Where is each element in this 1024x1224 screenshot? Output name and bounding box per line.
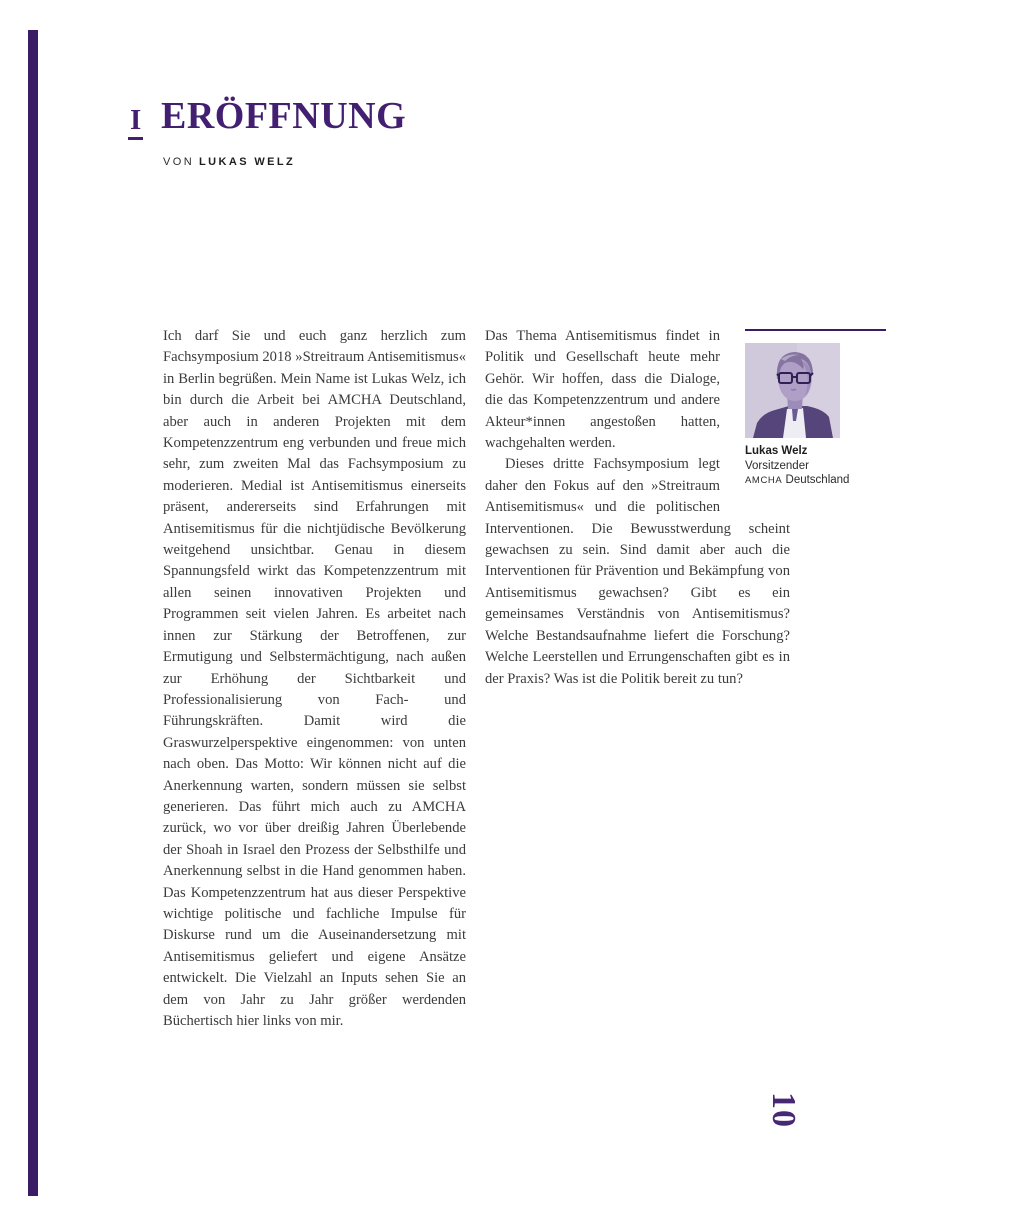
page-title: ERÖFFNUNG: [161, 95, 407, 137]
body-paragraph: Dieses dritte Fachsymposium legt daher den Fokus auf den »Streitraum Antisemitismus« und die politischen Interventionen. Die Bewusstwerdung scheint gewachsen zu sein. Sind damit aber auch die Interventionen für Prävention und Bekämpfung von Antisemitismus gewachsen? Gibt es ein gemeinsames Verständnis von Antisemitismus? Welche Bestandsaufnahme liefert die Forschung? Welche Leerstellen und Errungenschaften gibt es in der Praxis? Was ist die Politik bereit zu tun?: [485, 456, 790, 687]
figure-caption: [745, 444, 849, 489]
byline-name: LUKAS WELZ: [199, 156, 296, 168]
byline-prefix: VON: [163, 156, 195, 168]
body-paragraph: Das Thema Antisemitismus findet in Politik und Gesellschaft heute mehr Gehör. Wir hoffen, dass die Dialoge, die das Kompetenzzentrum und andere Akteur*innen angestoßen hatten, wachgehalten werden.: [485, 328, 720, 452]
left-accent-bar: [28, 30, 38, 1196]
chapter-numeral: I: [128, 105, 143, 140]
caption-org-name: Deutschland: [785, 474, 850, 486]
caption-org-prefix: AMCHA: [745, 475, 783, 486]
body-paragraph: Ich darf Sie und euch ganz herzlich zum Fachsymposium 2018 »Streitraum Antisemitismus« in Berlin begrüßen. Mein Name ist Lukas Welz, ich bin durch die Arbeit bei AMCHA Deutschland, aber auch in anderen Projekten mit dem Kompetenzzentrum eng verbunden und freue mich sehr, zum zweiten Mal das Fachsymposium zu moderieren. Medial ist Antisemitismus einerseits präsent, andererseits sind Erfahrungen mit Antisemitismus für die nichtjüdische Bevölkerung weitgehend unsichtbar. Genau in diesem Spannungsfeld wirkt das Kompetenzzentrum mit allen seinen innovativen Projekten und Programmen seit vielen Jahren. Es arbeitet nach innen zur Stärkung der Betroffenen, zur Ermutigung und Selbstermächtigung, nach außen zur Erhöhung der Sichtbarkeit und Professionalisierung von Fach- und Führungskräften. Damit wird die Graswurzelperspektive eingenommen: von unten nach oben. Das Motto: Wir können nicht auf die Anerkennung warten, sondern müssen sie selbst generieren. Das führt mich auch zu AMCHA zurück, wo vor über dreißig Jahren Überlebende der Shoah in Israel den Prozess der Selbsthilfe und Anerkennung selbst in die Hand genommen haben. Das Kompetenzzentrum hat aus dieser Perspektive wichtige politische und fachliche Impulse für Diskurse rund um die Auseinandersetzung mit Antisemitismus geliefert und eigene Ansätze entwickelt. Die Vielzahl an Inputs sehen Sie an dem von Jahr zu Jahr größer werdenden Büchertisch hier links von mir.: [163, 328, 466, 1029]
caption-role: Vorsitzender: [745, 459, 809, 472]
caption-name: Lukas Welz: [745, 445, 808, 457]
byline: [163, 155, 295, 169]
page-number: 10: [765, 1092, 802, 1128]
portrait-photo: [745, 343, 840, 438]
figure-rule: [745, 329, 886, 331]
portrait-figure: [745, 343, 840, 438]
left-text-column: [163, 326, 466, 1032]
caption-organization: [745, 473, 849, 489]
